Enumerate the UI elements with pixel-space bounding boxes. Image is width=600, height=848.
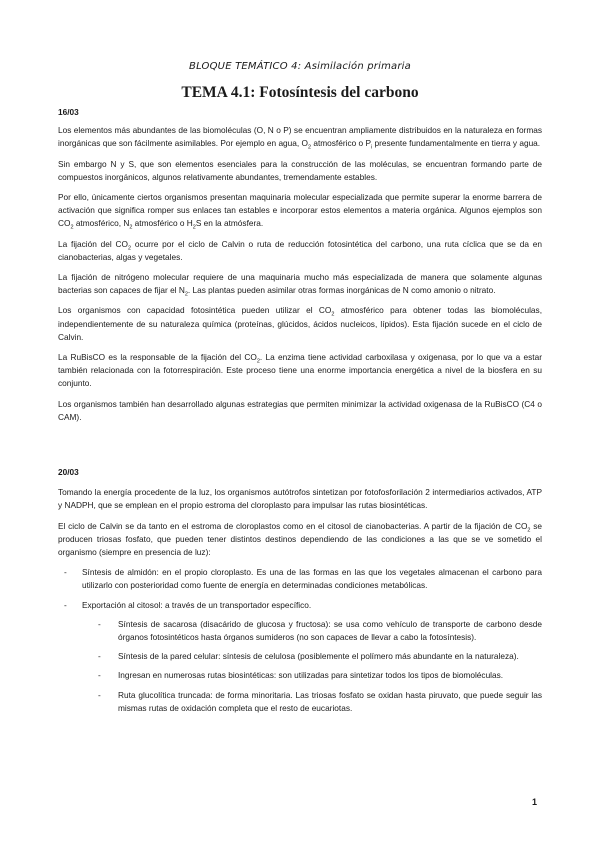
paragraph: Los elementos más abundantes de las biomoléculas (O, N o P) se encuentran ampliamente distribuidos en la naturaleza en formas inorgánicas que son fácilmente asimilables. Por ejemplo en agua, $O_2$ atmosférico o $P_i$ presente fundamentalmente en tierra y agua. — [58, 125, 542, 152]
dash-marker: - — [64, 567, 67, 578]
dash-marker: - — [98, 670, 101, 681]
paragraph: Sin embargo N y S, que son elementos esenciales para la construcción de las moléculas, se encuentran formando parte de compuestos inorgánicos, algunos relativamente abundantes, tremendamente estables. — [58, 158, 542, 182]
sub-list-item: - Ruta glucolítica truncada: de forma minoritaria. Las triosas fosfato se oxidan hasta piruvato, que puede seguir las mismas rutas de oxidación completa que el resto de eucariotas. — [98, 689, 542, 713]
sub-list-item: - Ingresan en numerosas rutas biosintéticas: son utilizadas para sintetizar todos los tipos de biomoléculas. — [58, 669, 542, 682]
paragraph: El ciclo de Calvin se da tanto en el estroma de cloroplastos como en el citosol de cianobacterias. A partir de la fijación de $CO_2$ se producen triosas fosfato, que pueden tener distintos destinos dependiendo de las condiciones a las que se ve sometido el organismo (siempre en presencia de luz): — [58, 520, 542, 558]
dash-marker: - — [98, 689, 101, 700]
paragraph: Por ello, únicamente ciertos organismos presentan maquinaria molecular especializada que permite superar la enorme barrera de activación que significa romper sus enlaces tan estables e incorporar estos elementos a materia orgánica. Algunos ejemplos son $CO_2$ atmosférico, $N_2$ atmosférico o $H_2S$ en la atmósfera. — [58, 192, 542, 232]
paragraph: Los organismos también han desarrollado algunas estrategias que permiten minimizar la actividad oxigenasa de la RuBisCO (C4 o CAM). — [58, 398, 542, 422]
dash-marker: - — [98, 618, 101, 629]
paragraph: La fijación de nitrógeno molecular requiere de una maquinaria mucho más especializada de manera que solamente algunas bacterias son capaces de fijar el $N_2$. Las plantas pueden asimilar otras formas inorgánicas de N como amonio o nitrato. — [58, 272, 542, 298]
page-number: 1 — [532, 797, 538, 807]
paragraph: Tomando la energía procedente de la luz, los organismos autótrofos sintetizan por fotofosforilación 2 intermediarios activados, ATP y NADPH, que se emplean en el propio estroma del cloroplasto para impulsar las rutas biosintéticas. — [58, 487, 542, 511]
section-16-03 — [58, 106, 542, 424]
list-item: - Síntesis de almidón: en el propio cloroplasto. Es una de las formas en las que los vegetales almacenan el carbono para utilizarlo con posterioridad como fuente de energía en determinadas condiciones metabólicas. — [64, 567, 542, 591]
page-title: TEMA 4.1: Fotosíntesis del carbono — [181, 84, 419, 101]
sub-list-item: - Síntesis de la pared celular: síntesis de celulosa (posiblemente el polímero más abundante en la naturaleza). — [58, 650, 542, 663]
section-date: 20/03 — [58, 467, 79, 477]
paragraph: La fijación del $CO_2$ ocurre por el ciclo de Calvin o ruta de reducción fotosintética del carbono, una ruta cíclica que se da en cianobacterias, algas y vegetales. — [58, 238, 542, 262]
sub-list-item: - Síntesis de sacarosa (disacárido de glucosa y fructosa): se usa como vehículo de transporte de carbono desde órganos fotosintéticos hasta órganos sumideros (no son capaces de llevar a cabo la fotosíntesis). — [98, 618, 542, 643]
paragraph: Los organismos con capacidad fotosintética pueden utilizar el $CO_2$ atmosférico para obtener todas las biomoléculas, independientemente de su naturaleza química (proteínas, glúcidos, ácidos nucleicos, lípidos). Esta fijación sucede en el ciclo de Calvin. — [58, 305, 542, 342]
bloque-heading: BLOQUE TEMÁTICO 4: Asimilación primaria — [189, 61, 411, 72]
section-20-03 — [58, 466, 542, 715]
list-item: - Exportación al citosol: a través de un transportador específico. — [58, 599, 542, 612]
paragraph: La RuBisCO es la responsable de la fijación del $CO_2$. La enzima tiene actividad carboxilasa y oxigenasa, por lo que va a estar también relacionada con la fotorrespiración. Este proceso tiene una enorme importancia energética a nivel de la biosfera en su conjunto. — [58, 352, 542, 389]
dash-marker: - — [64, 599, 67, 610]
dash-marker: - — [98, 651, 101, 662]
section-date: 16/03 — [58, 107, 79, 117]
